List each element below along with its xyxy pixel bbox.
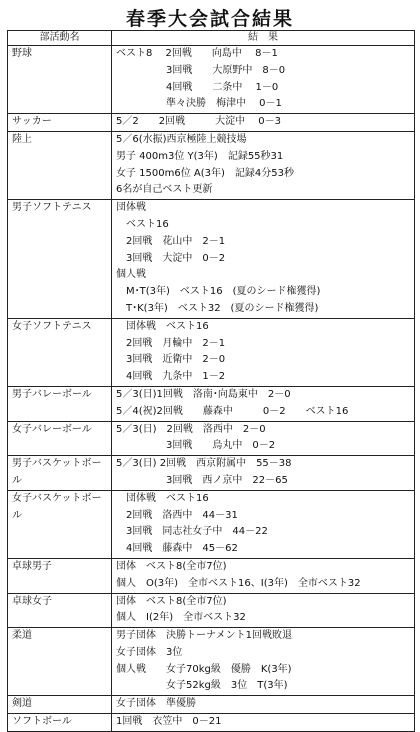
result-line: 5／4(祝)2回戦 藤森中 0－2 ベスト16 (116, 405, 349, 417)
table-row (8, 696, 415, 714)
result-line: 女子 1500m6位 A(3年) 記録4分53秒 (116, 167, 295, 179)
result-line: 5／3(日) 2回戦 西京附属中 55－38 (116, 458, 292, 470)
result-cell (112, 114, 415, 132)
result-cell (112, 131, 415, 199)
result-line: 5／3(日) 2回戦 洛西中 2－0 (116, 423, 266, 435)
result-line: 3回戦 烏丸中 0－2 (116, 440, 276, 452)
result-cell (112, 490, 415, 558)
table-row (8, 46, 415, 114)
result-line: 4回戦 藤森中 45－62 (116, 543, 238, 555)
table-body (8, 46, 415, 732)
table-row (8, 318, 415, 386)
club-name: 男子バレーボール (8, 386, 112, 421)
results-table (7, 30, 415, 732)
result-line: 団体 ベスト8(全市7位) (116, 560, 227, 572)
club-name: 卓球女子 (8, 593, 112, 628)
result-line: 団体戦 (116, 202, 146, 214)
result-line: ベスト16 (116, 218, 169, 230)
club-name: 卓球男子 (8, 558, 112, 593)
table-row (8, 421, 415, 456)
club-name: 男子ソフトテニス (8, 200, 112, 319)
club-name: ソフトボール (8, 714, 112, 732)
club-name: 男子バスケットボール (8, 456, 112, 491)
table-row (8, 714, 415, 732)
result-cell (112, 714, 415, 732)
result-line: 個人 I(2年) 全市ベスト32 (116, 612, 246, 624)
result-line: 1回戦 衣笠中 0－21 (116, 716, 222, 728)
result-line: 3回戦 近衛中 2－0 (116, 354, 226, 366)
result-cell (112, 696, 415, 714)
club-name: サッカー (8, 114, 112, 132)
result-line: 個人戦 (116, 269, 146, 281)
club-name: 女子ソフトテニス (8, 318, 112, 386)
result-cell (112, 558, 415, 593)
club-name: 陸上 (8, 131, 112, 199)
page-title: 春季大会試合結果 (125, 8, 294, 30)
club-name: 野球 (8, 46, 112, 114)
table-row (8, 200, 415, 319)
result-line: 6名が自己ベスト更新 (116, 184, 213, 196)
result-line: 2回戦 洛西中 44－31 (116, 509, 238, 521)
result-line: 5／6(水振)西京極陸上競技場 (116, 133, 247, 145)
club-name: 女子バスケットボール (8, 490, 112, 558)
result-line: 4回戦 二条中 1－0 (116, 81, 279, 93)
table-row (8, 490, 415, 558)
table-row (8, 131, 415, 199)
result-line: ベスト8 2回戦 向島中 8－1 (116, 48, 278, 59)
result-line: 2回戦 月輪中 2－1 (116, 337, 226, 349)
result-line: M･T(3年) ベスト16 (夏のシード権獲得) (116, 286, 321, 298)
club-column-header: 部活動名 (8, 31, 112, 46)
result-cell (112, 593, 415, 628)
table-row (8, 628, 415, 696)
table-row (8, 386, 415, 421)
result-line: 団体戦 ベスト16 (116, 320, 209, 332)
result-line: 女子52kg級 3位 T(3年) (116, 680, 288, 692)
club-name: 柔道 (8, 628, 112, 696)
header-row (8, 31, 415, 46)
club-name: 剣道 (8, 696, 112, 714)
result-line: 個人戦 女子70kg級 優勝 K(3年) (116, 663, 292, 675)
club-name: 女子バレーボール (8, 421, 112, 456)
table-row (8, 456, 415, 491)
result-column-header: 結 果 (112, 31, 415, 46)
result-line: 3回戦 大淀中 0－2 (116, 252, 226, 264)
result-line: 男子 400m3位 Y(3年) 記録55秒31 (116, 150, 284, 162)
result-line: 準々決勝 梅津中 0－1 (116, 98, 282, 110)
table-header (8, 31, 415, 46)
table-row (8, 593, 415, 628)
result-cell (112, 628, 415, 696)
result-line: 男子団体 決勝トーナメント1回戦敗退 (116, 630, 292, 642)
result-line: 団体 ベスト8(全市7位) (116, 595, 227, 607)
result-cell (112, 456, 415, 491)
result-line: 団体戦 ベスト16 (116, 492, 209, 504)
result-cell (112, 200, 415, 319)
result-line: 2回戦 花山中 2－1 (116, 235, 226, 247)
table-row (8, 114, 415, 132)
result-line: 5／3(日)1回戦 洛南･向島東中 2－0 (116, 388, 291, 400)
table-row (8, 558, 415, 593)
result-line: T･K(3年) ベスト32 (夏のシード権獲得) (116, 302, 319, 314)
result-line: 3回戦 西ノ京中 22－65 (116, 474, 288, 486)
result-line: 4回戦 九条中 1－2 (116, 371, 226, 383)
result-line: 3回戦 同志社女子中 44－22 (116, 526, 268, 538)
result-cell (112, 318, 415, 386)
result-line: 女子団体 3位 (116, 646, 183, 658)
result-line: 個人 O(3年) 全市ベスト16、I(3年) 全市ベスト32 (116, 577, 361, 589)
result-cell (112, 386, 415, 421)
result-line: 3回戦 大原野中 8－0 (116, 64, 286, 76)
result-line: 5／2 2回戦 大淀中 0－3 (116, 116, 281, 128)
result-cell (112, 421, 415, 456)
result-cell (112, 46, 415, 114)
result-line: 女子団体 準優勝 (116, 698, 196, 710)
